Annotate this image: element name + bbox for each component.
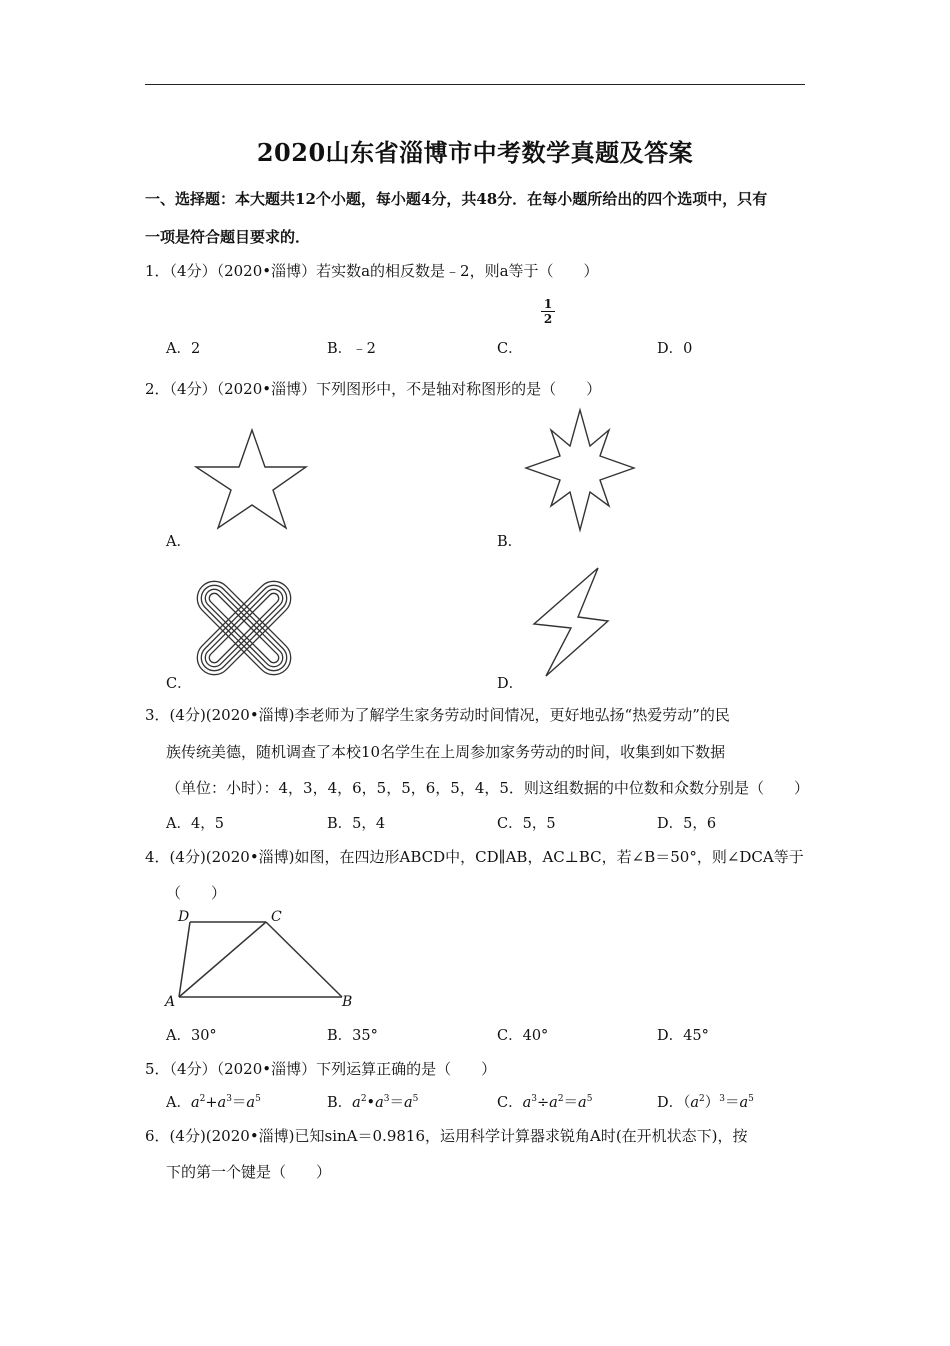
interlaced-knot-figure <box>192 576 296 680</box>
question-1-stem: 1．（4分）（2020•淄博）若实数a的相反数是﹣2，则a等于（ ） <box>145 262 599 280</box>
q4-option-a: A．30° <box>166 1028 217 1044</box>
q5-option-d: D．$(a^2)^3=a^5$ <box>657 1094 754 1111</box>
q2-option-a: A． <box>166 534 191 550</box>
segment-ac <box>179 922 266 997</box>
vertex-label-d: D <box>178 909 190 925</box>
q3-option-c: C．5，5 <box>497 816 556 832</box>
five-point-star-figure <box>190 426 315 531</box>
q1-option-d: D．0 <box>657 341 693 357</box>
q3-option-d: D．5，6 <box>657 816 717 832</box>
quadrilateral-abcd-figure <box>162 906 362 1010</box>
q2-option-c: C． <box>166 676 192 692</box>
q4-option-b: B．35° <box>327 1028 378 1044</box>
fraction-numerator: 1 <box>541 298 555 312</box>
q5-option-b: B．$a^2•a^3=a^5$ <box>327 1094 419 1111</box>
q1-option-b: B．﹣2 <box>327 341 376 357</box>
vertex-label-b: B <box>342 994 353 1010</box>
vertex-label-c: C <box>271 909 282 925</box>
q3-option-b: B．5，4 <box>327 816 386 832</box>
question-3-line-3: （单位：小时）：4，3，4，6，5，5，6，5，4，5．则这组数据的中位数和众数分别是（ ） <box>166 779 809 797</box>
page-title: 2020山东省淄博市中考数学真题及答案 <box>256 138 694 167</box>
question-4-line-2: （ ） <box>166 884 227 902</box>
eight-point-star-figure <box>524 408 636 532</box>
segment-ad <box>179 922 190 997</box>
question-5-stem: 5．（4分）（2020•淄博）下列运算正确的是（ ） <box>145 1060 497 1078</box>
q4-option-d: D．45° <box>657 1028 709 1044</box>
question-6-line-1: 6．(4分)(2020•淄博)已知sinA＝0.9816，运用科学计算器求锐角A时(在开机状态下)，按 <box>145 1127 748 1145</box>
q3-option-a: A．4，5 <box>166 816 224 832</box>
segment-cb <box>266 922 342 997</box>
q5-option-c: C．$a^3\div a^2=a^5$ <box>497 1094 593 1111</box>
fraction-denominator: 2 <box>543 312 553 326</box>
q1-option-a: A．2 <box>166 341 201 357</box>
lightning-bolt-figure <box>530 564 612 678</box>
q1-option-c-fraction <box>541 298 555 325</box>
section-heading-line-1: 一、选择题：本大题共12个小题，每小题4分，共48分．在每小题所给出的四个选项中，只有 <box>145 190 768 208</box>
section-heading-line-2: 一项是符合题目要求的． <box>145 228 311 246</box>
q5-option-a: A．$a^2+a^3=a^5$ <box>166 1094 261 1111</box>
q2-option-b: B． <box>497 534 523 550</box>
question-6-line-2: 下的第一个键是（ ） <box>166 1163 332 1181</box>
q1-option-c: C． <box>497 341 523 357</box>
question-4-line-1: 4．(4分)(2020•淄博)如图，在四边形ABCD中，CD∥AB，AC⊥BC，若∠B＝50°，则∠DCA等于 <box>145 848 804 866</box>
vertex-label-a: A <box>165 994 176 1010</box>
question-2-stem: 2．（4分）（2020•淄博）下列图形中，不是轴对称图形的是（ ） <box>145 380 602 398</box>
q2-option-d: D． <box>497 676 524 692</box>
question-3-line-2: 族传统美德，随机调查了本校10名学生在上周参加家务劳动的时间，收集到如下数据 <box>166 743 726 761</box>
q4-option-c: C．40° <box>497 1028 549 1044</box>
question-3-line-1: 3．(4分)(2020•淄博)李老师为了解学生家务劳动时间情况，更好地弘扬“热爱劳动”的民 <box>145 706 730 724</box>
top-rule <box>145 84 805 85</box>
